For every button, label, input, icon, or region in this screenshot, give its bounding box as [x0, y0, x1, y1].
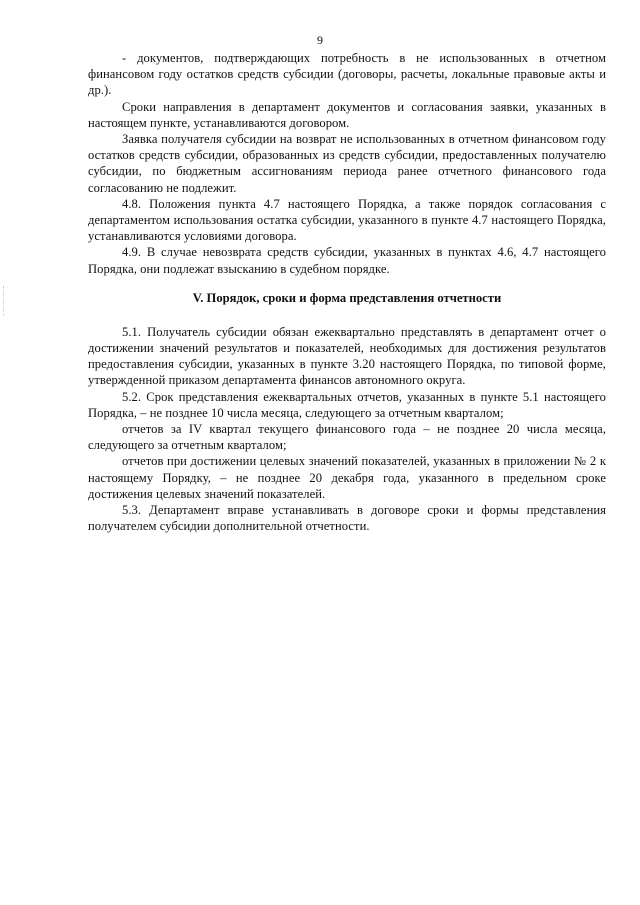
scan-margin-mark: [3, 286, 6, 316]
paragraph-5-3: 5.3. Департамент вправе устанавливать в договоре сроки и формы представления получателем субсидии дополнительной отчетности.: [88, 503, 606, 534]
page-number: 9: [317, 33, 323, 47]
paragraph-documents-list: - документов, подтверждающих потребность в не использованных в отчетном финансовом году остатков средств субсидии (договоры, расчеты, локальные правовые акты и др.).: [88, 51, 606, 98]
paragraph-q4-reports: отчетов за IV квартал текущего финансового года – не позднее 20 числа месяца, следующего за отчетным кварталом;: [88, 422, 606, 453]
paragraph-5-1: 5.1. Получатель субсидии обязан ежеквартально представлять в департамент отчет о достижении значений результатов и показателей, необходимых для достижения результатов предоставления субсидии, указанных в пункте 3.20 настоящего Порядка, по типовой форме, утвержденной приказом департамента финансов автономного округа.: [88, 324, 606, 388]
paragraph-4-9: 4.9. В случае невозврата средств субсидии, указанных в пунктах 4.6, 4.7 настоящего Порядка, они подлежат взысканию в судебном порядке.: [88, 245, 606, 276]
paragraph-4-8: 4.8. Положения пункта 4.7 настоящего Порядка, а также порядок согласования с департаментом использования остатка субсидии, указанного в пункте 4.7 настоящего Порядка, устанавливаются условиями договора.: [88, 196, 606, 244]
paragraph-application: Заявка получателя субсидии на возврат не использованных в отчетном финансовом году остатков средств субсидии, образованных из средств субсидии, предоставленных получателю субсидии, по бюджетным ассигнованиям периода ранее отчетного финансового года согласованию не подлежит.: [88, 132, 606, 195]
paragraph-deadlines: Сроки направления в департамент документов и согласования заявки, указанных в настоящем пункте, устанавливаются договором.: [88, 99, 606, 130]
section-heading: V. Порядок, сроки и форма представления отчетности: [192, 290, 502, 305]
paragraph-target-reports: отчетов при достижении целевых значений показателей, указанных в приложении № 2 к настоящему Порядку, – не позднее 20 декабря года, указанного в предельном сроке достижения целевых значений показателей.: [88, 454, 606, 501]
document-body: [88, 50, 606, 534]
paragraph-5-2: 5.2. Срок представления ежеквартальных отчетов, указанных в пункте 5.1 настоящего Порядка, – не позднее 10 числа месяца, следующего за отчетным кварталом;: [88, 389, 606, 420]
